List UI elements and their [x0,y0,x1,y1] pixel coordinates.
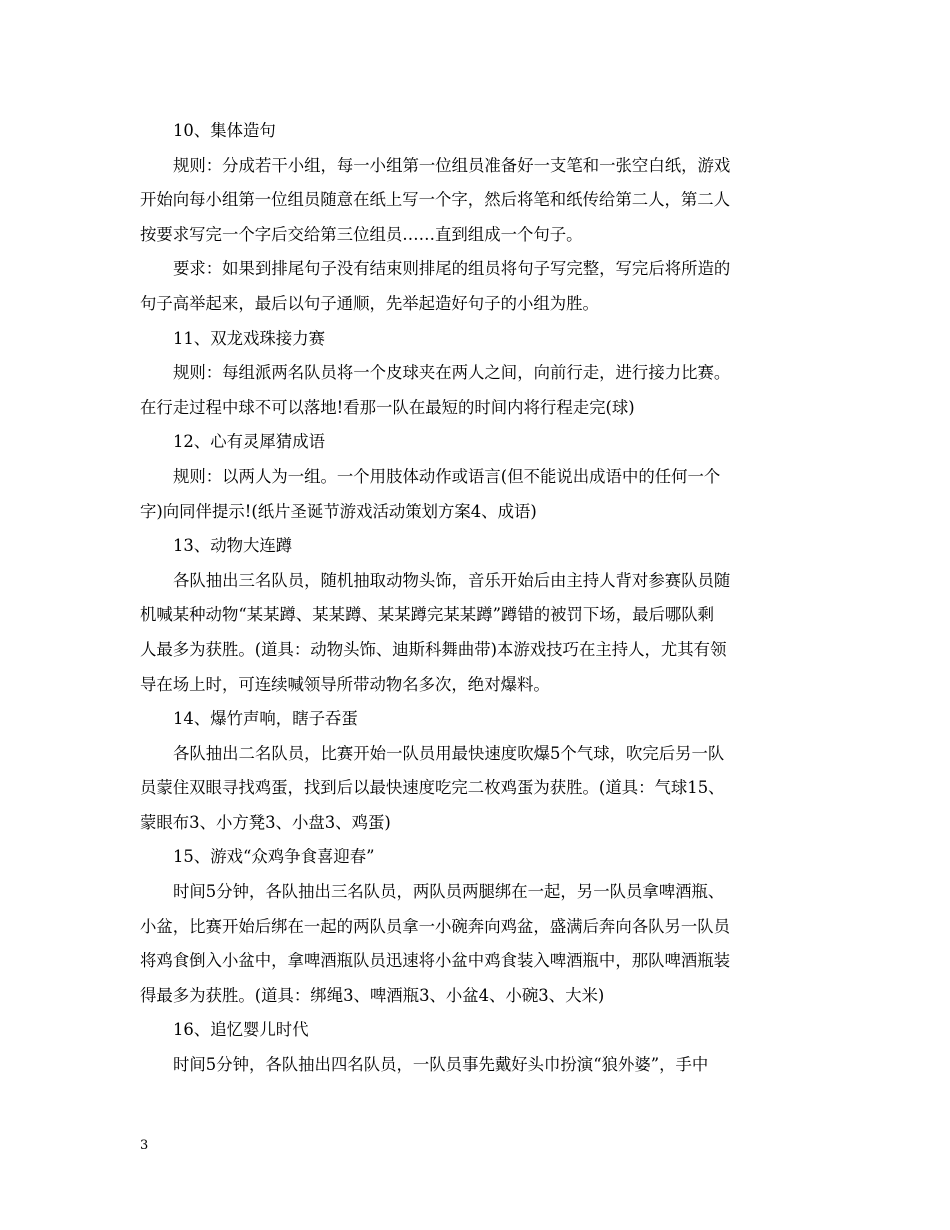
paragraph-first-line: 时间5分钟，各队抽出四名队员，一队员事先戴好头巾扮演“狼外婆”，手中 [173,1055,709,1075]
paragraph-line: 得最多为获胜。(道具：绑绳3、啤酒瓶3、小盆4、小碗3、大米) [140,985,605,1005]
paragraph-first-line: 规则：以两人为一组。一个用肢体动作或语言(但不能说出成语中的任何一个 [173,466,721,486]
paragraph-line: 机喊某种动物“某某蹲、某某蹲、某某蹲完某某蹲”蹲错的被罚下场，最后哪队剩 [140,605,715,625]
paragraph-line: 将鸡食倒入小盆中，拿啤酒瓶队员迅速将小盆中鸡食装入啤酒瓶中，那队啤酒瓶装 [140,951,731,971]
paragraph-first-line: 规则：每组派两名队员将一个皮球夹在两人之间，向前行走，进行接力比赛。 [173,363,731,383]
paragraph-first-line: 各队抽出三名队员，随机抽取动物头饰，音乐开始后由主持人背对参赛队员随 [173,570,731,590]
paragraph-first-line: 规则：分成若干小组，每一小组第一位组员准备好一支笔和一张空白纸，游戏 [173,155,731,175]
paragraph-line: 开始向每小组第一位组员随意在纸上写一个字，然后将笔和纸传给第二人，第二人 [140,190,731,210]
paragraph-line: 按要求写完一个字后交给第三位组员……直到组成一个句子。 [140,224,583,244]
paragraph-line: 人最多为获胜。(道具：动物头饰、迪斯科舞曲带)本游戏技巧在主持人，尤其有领 [140,639,727,659]
paragraph-line: 字)向同伴提示!(纸片圣诞节游戏活动策划方案4、成语) [140,501,537,521]
paragraph-line: 导在场上时，可连续喊领导所带动物名多次，绝对爆料。 [140,674,550,694]
paragraph-line: 小盆，比赛开始后绑在一起的两队员拿一小碗奔向鸡盆，盛满后奔向各队另一队员 [140,916,731,936]
paragraph-first-line: 时间5分钟，各队抽出三名队员，两队员两腿绑在一起，另一队员拿啤酒瓶、 [173,882,725,902]
paragraph-first-line: 各队抽出二名队员，比赛开始一队员用最快速度吹爆5个气球，吹完后另一队 [173,743,725,763]
paragraph-first-line: 14、爆竹声响，瞎子吞蛋 [173,709,358,729]
paragraph-first-line: 15、游戏“众鸡争食喜迎春” [173,847,375,867]
paragraph-line: 在行走过程中球不可以落地!看那一队在最短的时间内将行程走完(球) [140,397,635,417]
paragraph-first-line: 16、追忆婴儿时代 [173,1020,309,1040]
paragraph-first-line: 13、动物大连蹲 [173,536,293,556]
document-body [140,114,812,1083]
paragraph-first-line: 10、集体造句 [173,121,276,140]
paragraph-first-line: 11、双龙戏珠接力赛 [173,328,325,348]
paragraph-first-line: 12、心有灵犀猜成语 [173,432,325,452]
paragraph-line: 句子高举起来，最后以句子通顺，先举起造好句子的小组为胜。 [140,293,599,313]
paragraph-line: 蒙眼布3、小方凳3、小盘3、鸡蛋) [140,812,391,832]
paragraph-first-line: 要求：如果到排尾句子没有结束则排尾的组员将句子写完整，写完后将所造的 [173,259,731,279]
paragraph-line: 员蒙住双眼寻找鸡蛋，找到后以最快速度吃完二枚鸡蛋为获胜。(道具：气球15、 [140,778,725,798]
page-number: 3 [140,1138,149,1153]
